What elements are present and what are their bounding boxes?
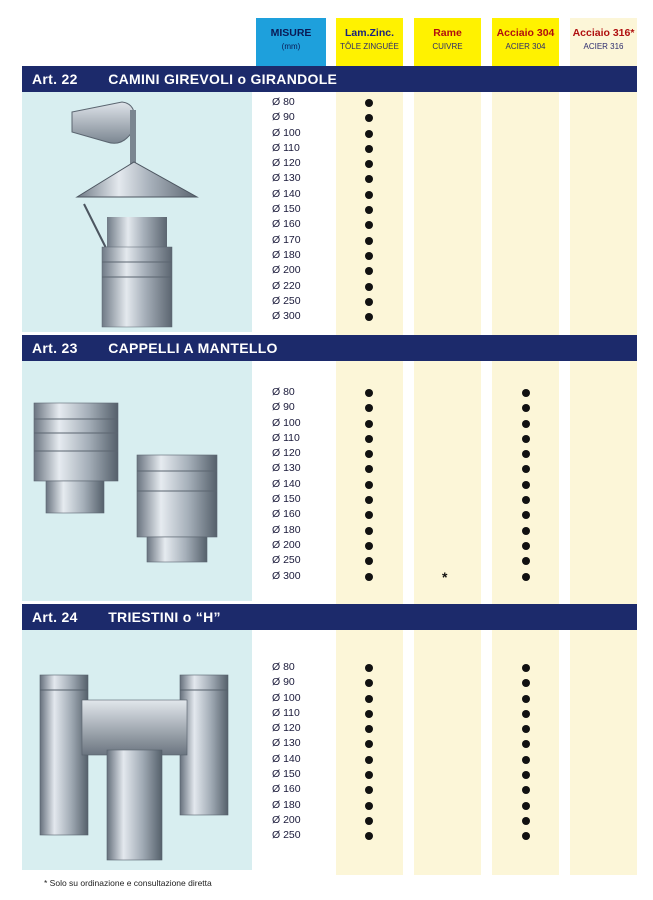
size-row: [256, 156, 637, 171]
section-art-number: Art. 23: [32, 340, 78, 356]
size-row: [256, 279, 637, 294]
availability-dot-a304: [522, 573, 530, 581]
availability-dot-lam: [365, 756, 373, 764]
acciaio-316-header: [570, 18, 637, 68]
size-row: [256, 309, 637, 324]
size-row: [256, 294, 637, 309]
size-label: Ø 110: [272, 141, 300, 154]
size-row: [256, 721, 637, 736]
availability-dot-lam: [365, 527, 373, 535]
availability-dot-lam: [365, 191, 373, 199]
size-row: [256, 141, 637, 156]
section-art-number: Art. 22: [32, 71, 78, 87]
size-label: Ø 80: [272, 96, 295, 108]
size-row: [256, 492, 637, 507]
size-label: Ø 150: [272, 203, 301, 216]
availability-dot-lam: [365, 221, 373, 229]
section-bar-art-23: [22, 335, 637, 361]
availability-dot-lam: [365, 832, 373, 840]
misure-header-label: MISURE: [270, 27, 312, 39]
size-row: [256, 706, 637, 721]
acciaio-304-header: [492, 18, 559, 68]
availability-dot-a304: [522, 756, 530, 764]
size-row: [256, 813, 637, 828]
size-label: Ø 120: [272, 447, 301, 460]
rame-header-sub: CUIVRE: [432, 42, 463, 51]
availability-dot-lam: [365, 573, 373, 581]
size-label: Ø 80: [272, 386, 295, 398]
size-row: [256, 233, 637, 248]
availability-dot-lam: [365, 771, 373, 779]
availability-dot-a304: [522, 511, 530, 519]
section-bar-art-22: [22, 66, 637, 92]
availability-dot-lam: [365, 817, 373, 825]
availability-dot-a304: [522, 832, 530, 840]
product-image-panel-art-22: [22, 92, 252, 332]
availability-dot-lam: [365, 542, 373, 550]
size-row: [256, 110, 637, 125]
size-row: [256, 782, 637, 797]
size-label: Ø 140: [272, 752, 301, 765]
section-title: TRIESTINI o “H”: [108, 609, 221, 625]
size-label: Ø 110: [272, 431, 300, 444]
size-row: [256, 202, 637, 217]
footnote: * Solo su ordinazione e consultazione diretta: [44, 878, 212, 888]
section-title: CAPPELLI A MANTELLO: [108, 340, 278, 356]
size-row: [256, 736, 637, 751]
sizes-table-art-24: [256, 660, 637, 844]
size-label: Ø 200: [272, 538, 301, 551]
availability-dot-lam: [365, 206, 373, 214]
availability-dot-lam: [365, 802, 373, 810]
acciaio-316-header-label: Acciaio 316*: [572, 27, 635, 39]
size-row: [256, 171, 637, 186]
availability-dot-a304: [522, 664, 530, 672]
mantle-cap-image: [22, 361, 252, 601]
availability-dot-lam: [365, 237, 373, 245]
size-row: [256, 263, 637, 278]
availability-dot-lam: [365, 99, 373, 107]
size-row: [256, 569, 637, 584]
size-row: [256, 400, 637, 415]
availability-dot-lam: [365, 160, 373, 168]
product-image-panel-art-23: [22, 361, 252, 601]
availability-dot-lam: [365, 710, 373, 718]
size-label: Ø 200: [272, 813, 301, 826]
size-label: Ø 160: [272, 218, 301, 231]
size-row: [256, 660, 637, 675]
availability-dot-lam: [365, 420, 373, 428]
size-label: Ø 140: [272, 187, 301, 200]
availability-dot-lam: [365, 267, 373, 275]
size-row: [256, 553, 637, 568]
availability-dot-a304: [522, 802, 530, 810]
size-label: Ø 180: [272, 248, 301, 261]
size-row: [256, 431, 637, 446]
size-label: Ø 160: [272, 783, 301, 796]
availability-dot-a304: [522, 771, 530, 779]
availability-dot-lam: [365, 283, 373, 291]
size-label: Ø 250: [272, 829, 301, 842]
availability-dot-a304: [522, 435, 530, 443]
availability-dot-lam: [365, 313, 373, 321]
availability-dot-lam: [365, 557, 373, 565]
availability-dot-lam: [365, 450, 373, 458]
size-label: Ø 120: [272, 157, 301, 170]
availability-dot-lam: [365, 481, 373, 489]
rame-header: [414, 18, 481, 68]
availability-dot-lam: [365, 404, 373, 412]
availability-dot-lam: [365, 130, 373, 138]
availability-dot-a304: [522, 725, 530, 733]
on-request-star: *: [442, 568, 448, 585]
size-label: Ø 200: [272, 264, 301, 277]
h-fitting-image: [22, 630, 252, 870]
section-art-number: Art. 24: [32, 609, 78, 625]
size-row: [256, 385, 637, 400]
lam-zinc-header-sub: TÔLE ZINGUÉE: [340, 42, 399, 51]
size-label: Ø 170: [272, 233, 301, 246]
availability-dot-a304: [522, 710, 530, 718]
availability-dot-lam: [365, 695, 373, 703]
rotating-chimney-cowl-image: [22, 92, 252, 332]
size-row: [256, 217, 637, 232]
availability-dot-a304: [522, 465, 530, 473]
size-row: [256, 446, 637, 461]
size-row: [256, 523, 637, 538]
size-label: Ø 140: [272, 477, 301, 490]
size-row: [256, 828, 637, 843]
size-label: Ø 130: [272, 172, 301, 185]
availability-dot-lam: [365, 679, 373, 687]
size-label: Ø 180: [272, 523, 301, 536]
availability-dot-lam: [365, 786, 373, 794]
size-row: [256, 538, 637, 553]
size-label: Ø 90: [272, 401, 295, 414]
size-label: Ø 300: [272, 569, 301, 582]
sizes-table-art-23: [256, 385, 637, 584]
size-label: Ø 80: [272, 661, 295, 673]
availability-dot-a304: [522, 695, 530, 703]
size-label: Ø 100: [272, 126, 301, 139]
size-row: [256, 752, 637, 767]
size-row: [256, 675, 637, 690]
size-label: Ø 220: [272, 279, 301, 292]
availability-dot-lam: [365, 740, 373, 748]
size-label: Ø 90: [272, 111, 295, 124]
availability-dot-lam: [365, 511, 373, 519]
size-row: [256, 416, 637, 431]
availability-dot-lam: [365, 298, 373, 306]
size-row: [256, 248, 637, 263]
size-label: Ø 90: [272, 676, 295, 689]
availability-dot-a304: [522, 557, 530, 565]
product-image-panel-art-24: [22, 630, 252, 870]
size-label: Ø 130: [272, 462, 301, 475]
rame-header-label: Rame: [433, 27, 462, 39]
availability-dot-a304: [522, 420, 530, 428]
availability-dot-lam: [365, 496, 373, 504]
acciaio-304-header-sub: ACIER 304: [505, 42, 546, 51]
availability-dot-a304: [522, 679, 530, 687]
size-row: [256, 691, 637, 706]
availability-dot-a304: [522, 481, 530, 489]
availability-dot-lam: [365, 725, 373, 733]
size-label: Ø 180: [272, 798, 301, 811]
acciaio-304-header-label: Acciaio 304: [496, 27, 555, 39]
size-label: Ø 130: [272, 737, 301, 750]
size-label: Ø 100: [272, 416, 301, 429]
availability-dot-lam: [365, 664, 373, 672]
availability-dot-a304: [522, 817, 530, 825]
size-label: Ø 300: [272, 310, 301, 323]
availability-dot-a304: [522, 542, 530, 550]
size-label: Ø 250: [272, 294, 301, 307]
availability-dot-a304: [522, 496, 530, 504]
size-row: [256, 767, 637, 782]
size-label: Ø 100: [272, 691, 301, 704]
size-label: Ø 150: [272, 768, 301, 781]
availability-dot-lam: [365, 389, 373, 397]
size-label: Ø 250: [272, 554, 301, 567]
size-label: Ø 160: [272, 508, 301, 521]
section-bar-art-24: [22, 604, 637, 630]
size-row: [256, 187, 637, 202]
size-label: Ø 120: [272, 722, 301, 735]
availability-dot-a304: [522, 389, 530, 397]
availability-dot-a304: [522, 527, 530, 535]
size-row: [256, 126, 637, 141]
size-label: Ø 110: [272, 706, 300, 719]
availability-dot-a304: [522, 786, 530, 794]
size-row: [256, 798, 637, 813]
misure-header: [256, 18, 326, 68]
availability-dot-lam: [365, 435, 373, 443]
availability-dot-lam: [365, 465, 373, 473]
size-label: Ø 150: [272, 493, 301, 506]
availability-dot-lam: [365, 252, 373, 260]
size-row: [256, 95, 637, 110]
misure-header-unit: (mm): [281, 42, 301, 51]
availability-dot-a304: [522, 450, 530, 458]
lam-zinc-header-label: Lam.Zinc.: [344, 27, 394, 39]
availability-dot-a304: [522, 740, 530, 748]
availability-dot-lam: [365, 145, 373, 153]
availability-dot-lam: [365, 114, 373, 122]
size-row: [256, 461, 637, 476]
sizes-table-art-22: [256, 95, 637, 324]
acciaio-316-header-sub: ACIER 316: [583, 42, 624, 51]
size-row: [256, 477, 637, 492]
lam-zinc-header: [336, 18, 403, 68]
availability-dot-a304: [522, 404, 530, 412]
section-title: CAMINI GIREVOLI o GIRANDOLE: [108, 71, 338, 87]
size-row: [256, 507, 637, 522]
availability-dot-lam: [365, 175, 373, 183]
